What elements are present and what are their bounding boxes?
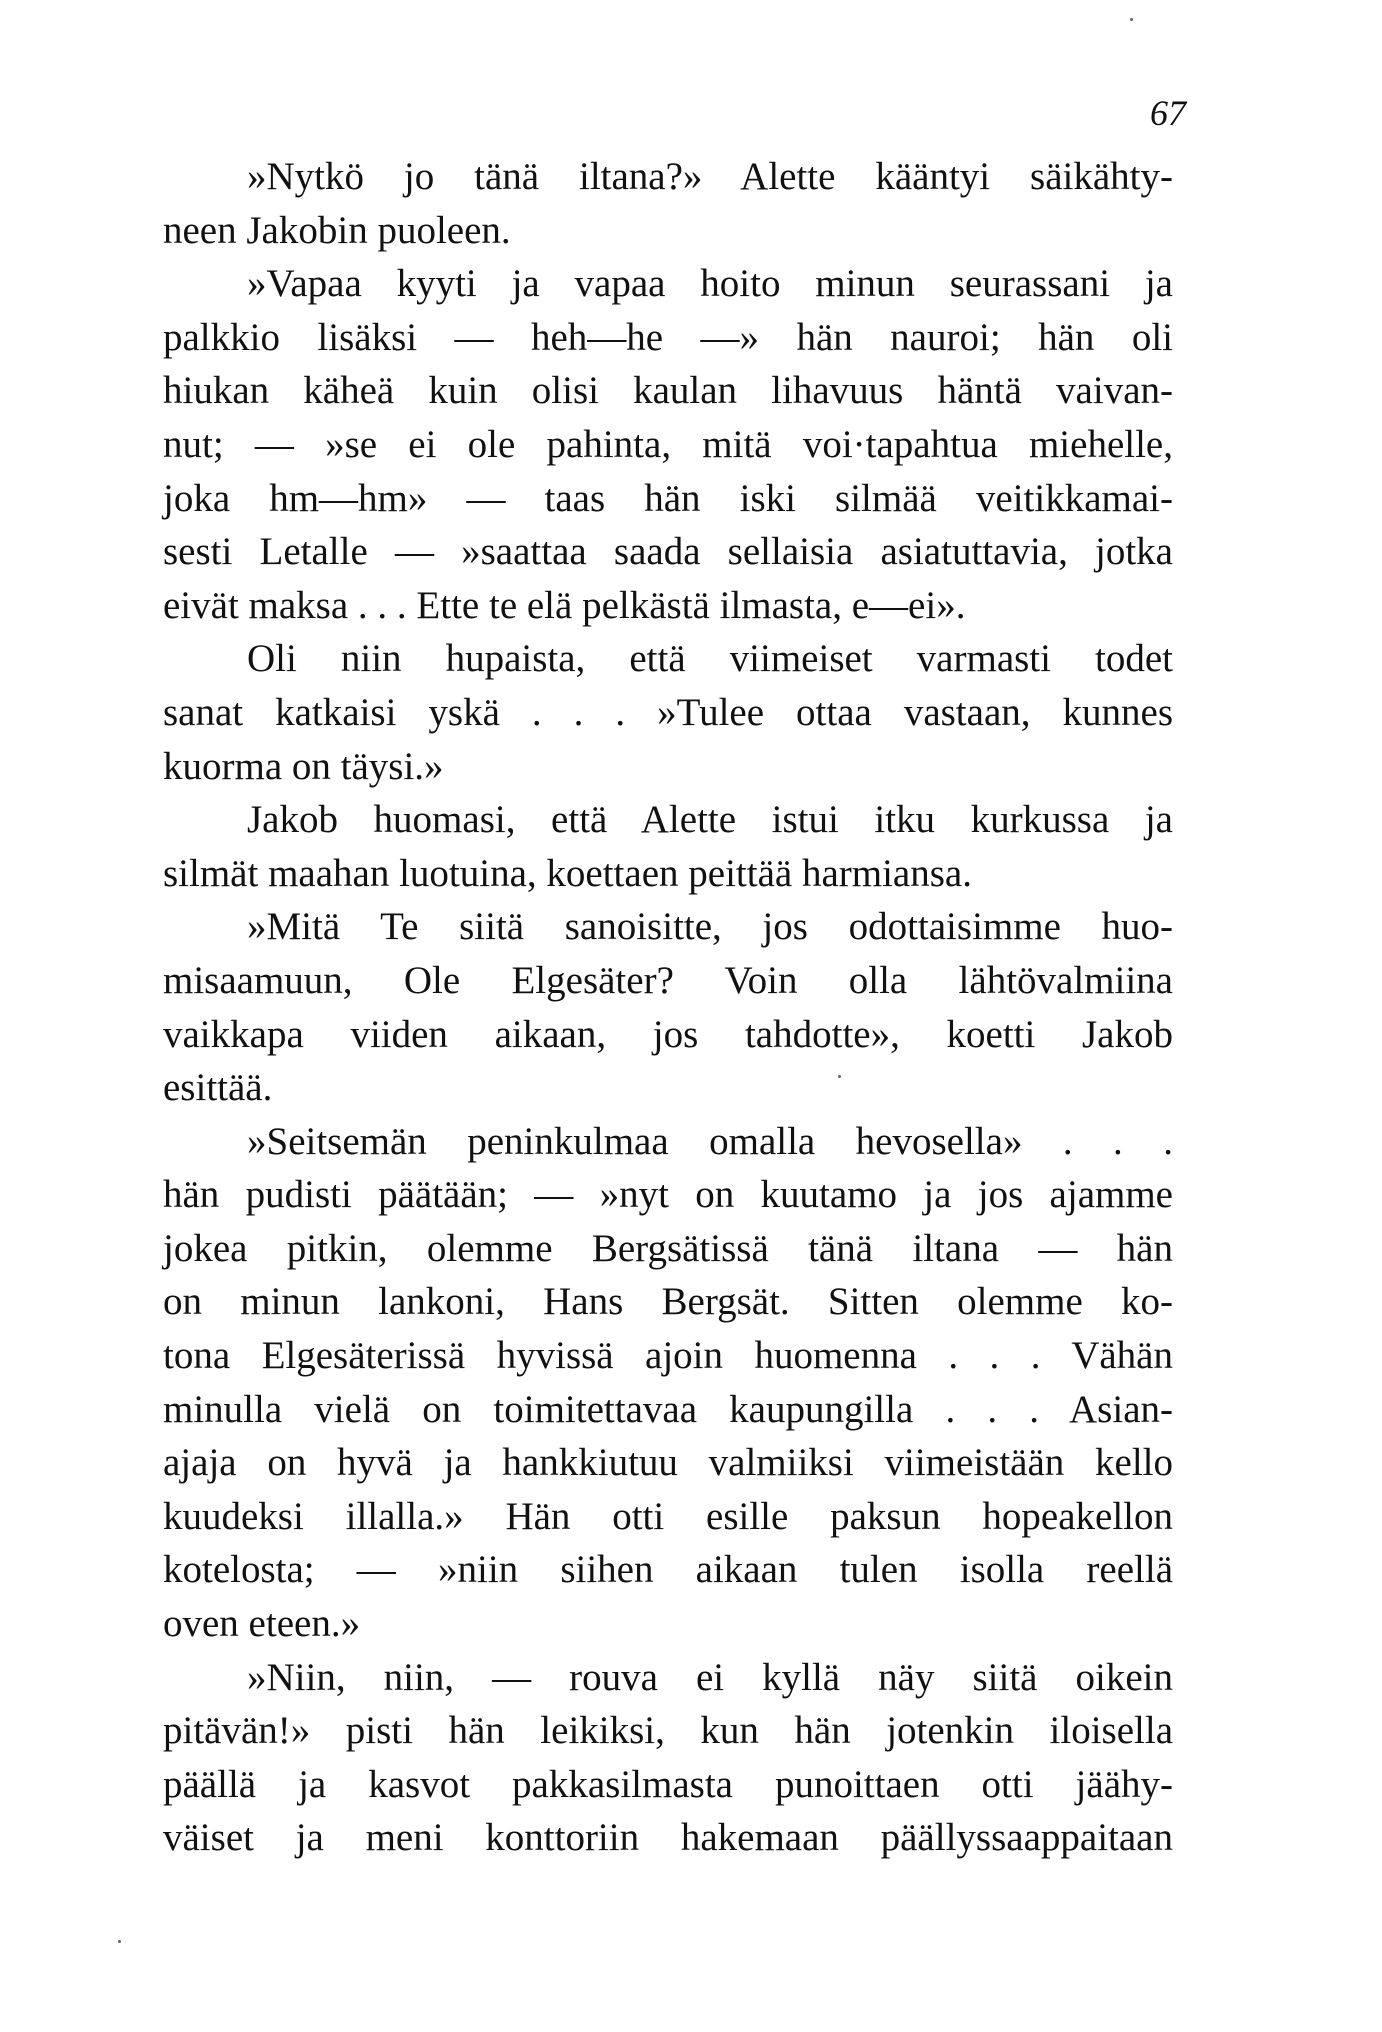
text-line: vaikkapa viiden aikaan, jos tahdotte», koetti Jakob <box>163 1012 1173 1056</box>
print-speck <box>1130 18 1133 21</box>
text-line: »Mitä Te siitä sanoisitte, jos odottaisimme huo- <box>247 905 1173 949</box>
text-line: kuudeksi illalla.» Hän otti esille paksun hopeakellon <box>163 1494 1173 1538</box>
text-line: päällä ja kasvot pakkasilmasta punoittaen otti jäähy- <box>163 1762 1173 1806</box>
text-line: oven eteen.» <box>163 1602 361 1646</box>
text-line: neen Jakobin puoleen. <box>163 208 511 252</box>
text-line: tona Elgesäterissä hyvissä ajoin huomenna . . . Vähän <box>163 1334 1173 1378</box>
text-line: kuorma on täysi.» <box>163 744 444 788</box>
text-line: »Niin, niin, — rouva ei kyllä näy siitä oikein <box>247 1655 1173 1699</box>
text-line: on minun lankoni, Hans Bergsät. Sitten olemme ko- <box>163 1280 1173 1324</box>
text-line: kotelosta; — »niin siihen aikaan tulen isolla reellä <box>163 1548 1173 1592</box>
page-number: 67 <box>1150 93 1186 133</box>
text-line: väiset ja meni konttoriin hakemaan päällyssaappaitaan <box>163 1816 1173 1860</box>
text-line: hiukan käheä kuin olisi kaulan lihavuus häntä vaivan- <box>163 369 1173 413</box>
text-line: silmät maahan luotuina, koettaen peittää harmiansa. <box>163 851 972 895</box>
text-line: misaamuun, Ole Elgesäter? Voin olla lähtövalmiina <box>163 958 1173 1002</box>
text-line: »Nytkö jo tänä iltana?» Alette kääntyi säikähty- <box>247 155 1173 198</box>
text-line: Oli niin hupaista, että viimeiset varmasti todet <box>247 637 1173 681</box>
print-speck <box>838 1075 841 1078</box>
text-line: jokea pitkin, olemme Bergsätissä tänä iltana — hän <box>163 1226 1173 1270</box>
text-line: eivät maksa . . . Ette te elä pelkästä ilmasta, e—ei». <box>163 583 966 627</box>
text-line: sanat katkaisi yskä . . . »Tulee ottaa vastaan, kunnes <box>163 690 1173 734</box>
text-line: sesti Letalle — »saattaa saada sellaisia asiatuttavia, jotka <box>163 530 1173 574</box>
print-speck <box>118 1940 121 1943</box>
text-line: »Vapaa kyyti ja vapaa hoito minun seurassani ja <box>247 262 1173 306</box>
text-line: minulla vielä on toimitettavaa kaupungilla . . . Asian- <box>163 1387 1173 1431</box>
text-line: nut; — »se ei ole pahinta, mitä voi·tapahtua miehelle, <box>163 422 1173 466</box>
text-line: hän pudisti päätään; — »nyt on kuutamo ja jos ajamme <box>163 1173 1173 1217</box>
text-line: Jakob huomasi, että Alette istui itku kurkussa ja <box>247 798 1173 842</box>
text-line: »Seitsemän peninkulmaa omalla hevosella» . . . <box>247 1119 1173 1163</box>
text-line: palkkio lisäksi — heh—he —» hän nauroi; hän oli <box>163 315 1173 359</box>
text-line: pitävän!» pisti hän leikiksi, kun hän jotenkin iloisella <box>163 1709 1173 1753</box>
text-line: joka hm—hm» — taas hän iski silmää veitikkamai- <box>163 476 1173 520</box>
body-text <box>163 150 1173 1865</box>
text-line: ajaja on hyvä ja hankkiutuu valmiiksi viimeistään kello <box>163 1441 1173 1485</box>
text-line: esittää. <box>163 1066 273 1110</box>
